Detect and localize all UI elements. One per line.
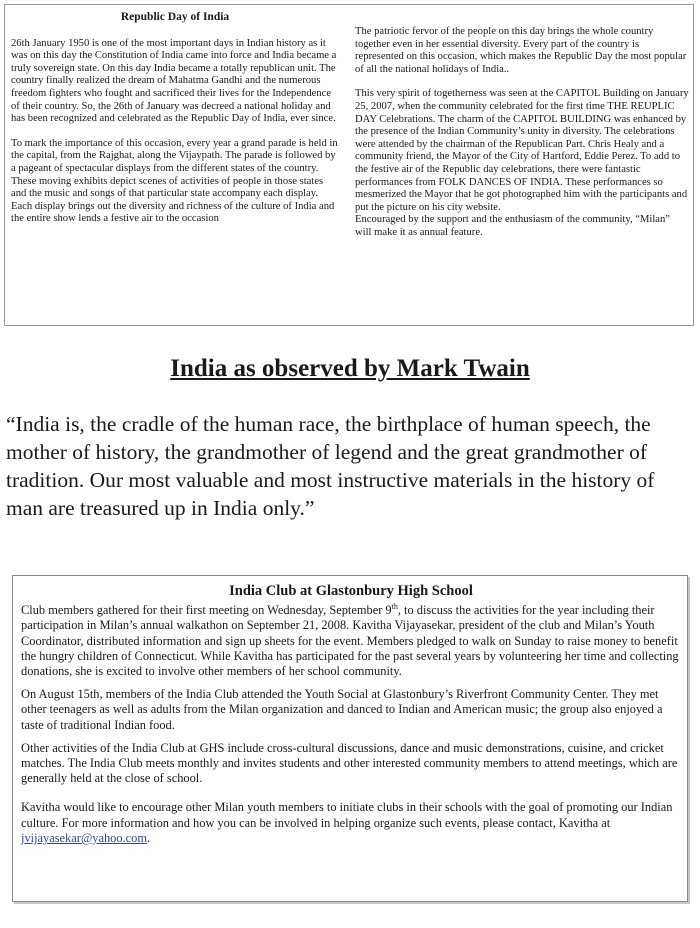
article-paragraph: The patriotic fervor of the people on this day brings the whole country together even in her essential diversity. Every part of the country is represented on this occasion, which makes the Republic Day the most popular of all the national holidays of India..: [355, 26, 687, 75]
club-paragraph: On August 15th, members of the India Club attended the Youth Social at Glastonbury’s Riverfront Community Center. They met other teenagers as well as adults from the Milan organization and danced to Indian and American music; the group also enjoyed a taste of traditional Indian food.: [21, 687, 663, 732]
club-text: Club members gathered for their first meeting on Wednesday, September 9: [21, 603, 392, 618]
article-paragraph: This very spirit of togetherness was seen at the CAPITOL Building on January 25, 2007, when the community celebrated for the first time THE REUPLIC DAY Celebrations. The charm of the CAPITOL BUILDING was enhanced by the presence of the Indian Community’s unity in diversity. The celebrations were attended by the chairman of the Republican Part. Chris Healy and a community friend, the Mayor of the City of Hartford, Eddie Perez. To add to the festive air of the Republic day celebrations, there were fantastic performances from FOLK DANCES OF INDIA. These performances so mesmerized the Mayor that he got photographed him with the participants and put the picture on his city website.: [355, 88, 689, 213]
club-text: .: [146, 830, 151, 845]
club-paragraph: [21, 800, 681, 846]
ordinal-suffix: th: [391, 602, 398, 612]
twain-heading: India as observed by Mark Twain: [170, 355, 530, 382]
club-text: , to discuss the activities for the year including their participation in Milan’s annual walkathon on September 21, 2008. Kavitha Vijayasekar, president of the club and Milan’s Youth Coordinator, distributed information and sign up sheets for the event. Members pledged to walk on Sunday to raise money to benefit the hungry children of Connecticut. While Kavitha has participated for the past several years by volunteering her time and collecting donations, she is excited to involve other members of her school community.: [21, 603, 679, 679]
article-title: Republic Day of India: [120, 11, 230, 23]
india-club-article: [12, 575, 688, 902]
article-left-column: [11, 11, 339, 238]
republic-day-article: [4, 4, 694, 326]
article-paragraph: Encouraged by the support and the enthusiasm of the community, “Milan” will make it as annual feature.: [355, 214, 670, 238]
club-text: Kavitha would like to encourage other Milan youth members to initiate clubs in their schools with the goal of promoting our Indian culture. For more information and how you can be involved in helping organize such events, please contact, Kavitha at: [21, 800, 673, 830]
club-paragraph: Other activities of the India Club at GHS include cross-cultural discussions, dance and music demonstrations, cuisine, and cricket matches. The India Club meets monthly and invites students and other interested community members to attend meetings, which are generally held at the close of school.: [21, 740, 678, 786]
article-paragraph: To mark the importance of this occasion, every year a grand parade is held in the capital, from the Rajghat, along the Vijaypath. The parade is followed by a pageant of spectacular displays from the different states of the country. These moving exhibits depict scenes of activities of people in those states and the music and songs of that particular state accompany each display. Each display brings out the diversity and richness of the culture of India and the entire show lends a festive air to the occasion: [11, 137, 338, 225]
club-title: India Club at Glastonbury High School: [229, 583, 473, 599]
email-link[interactable]: jvijayasekar@yahoo.com: [21, 830, 147, 845]
club-paragraph: [21, 603, 681, 679]
article-right-column: [355, 26, 689, 252]
twain-quote: “India is, the cradle of the human race, the birthplace of human speech, the mother of history, the grandmother of legend and the great grandmother of tradition. Our most valuable and most instructive materials in the history of man are treasured up in India only.”: [6, 412, 655, 520]
article-paragraph: 26th January 1950 is one of the most important days in Indian history as it was on this day the Constitution of India came into force and India became a truly sovereign state. On this day India became a totally republican unit. The country finally realized the dream of Mahatma Gandhi and the numerous freedom fighters who fought and sacrificed their lives for the Independence of their country. So, the 26th of January was decreed a national holiday and has been recognized and celebrated as the Republic Day of India, ever since.: [11, 37, 337, 125]
